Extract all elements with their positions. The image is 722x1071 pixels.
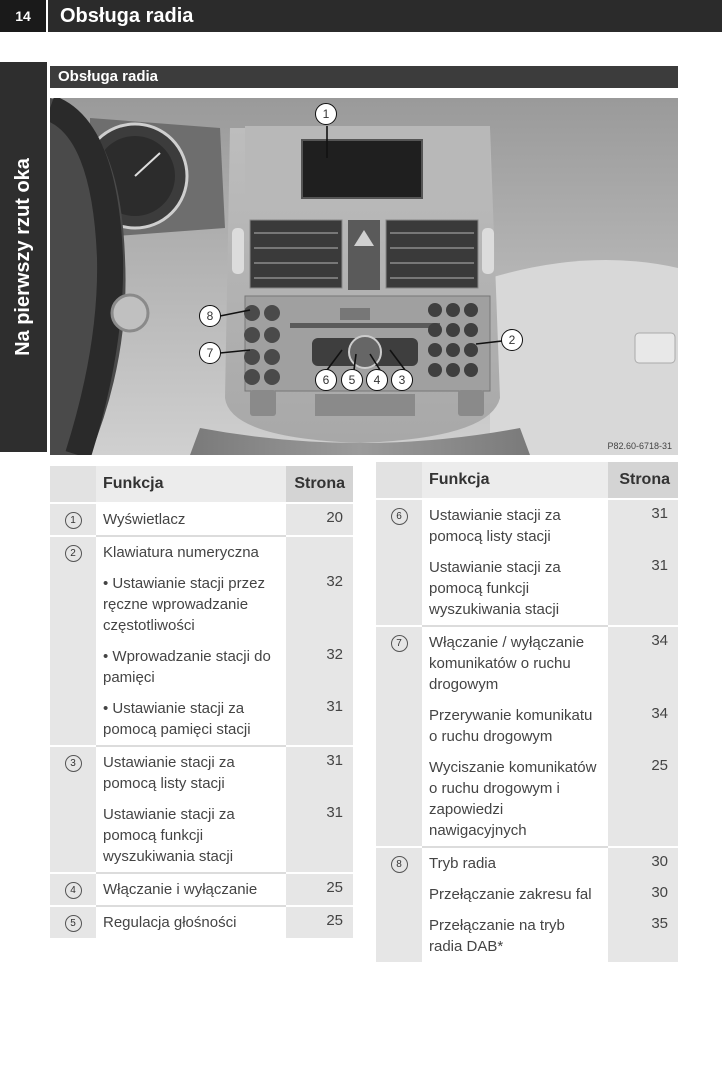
page-ref: 31 [286,746,353,799]
page-ref: 34 [608,700,678,752]
function-text: Tryb radia [422,847,608,879]
function-text: • Ustawianie stacji przez ręczne wprowadzanie częstotliwości [96,568,286,641]
function-text: Ustawianie stacji za pomocą funkcji wyszukiwania stacji [96,799,286,873]
table-row [50,906,353,938]
side-tab [0,62,47,452]
function-table-left [50,466,353,938]
table-row [50,503,353,536]
page-ref: 32 [286,641,353,693]
item-number: 8 [391,856,408,873]
page-ref: 25 [608,752,678,847]
table-header [376,462,678,499]
callout-6: 6 [315,369,337,391]
table-row [50,746,353,799]
function-text: Wyświetlacz [96,503,286,536]
page-ref: 30 [608,879,678,910]
section-title: Obsługa radia [58,68,159,85]
function-text: Przełączanie na tryb radia DAB* [422,910,608,962]
side-tab-label: Na pierwszy rzut oka [12,158,34,356]
table-header [50,466,353,503]
page-ref: 32 [286,568,353,641]
item-number: 3 [65,755,82,772]
function-text: • Ustawianie stacji za pomocą pamięci stacji [96,693,286,746]
page-ref: 25 [286,873,353,906]
table-row [376,552,678,626]
page-ref: 20 [286,503,353,536]
item-number: 5 [65,915,82,932]
table-row [376,752,678,847]
header-page: Strona [286,466,353,503]
item-number: 2 [65,545,82,562]
page-ref: 30 [608,847,678,879]
function-text: • Wprowadzanie stacji do pamięci [96,641,286,693]
page-ref: 31 [608,552,678,626]
photo-reference: P82.60-6718-31 [607,441,672,451]
function-text: Regulacja głośności [96,906,286,938]
function-text: Wyciszanie komunikatów o ruchu drogowym i zapowiedzi nawigacyjnych [422,752,608,847]
function-text: Klawiatura numeryczna [96,536,286,568]
item-number: 6 [391,508,408,525]
table-row [376,910,678,962]
callout-5: 5 [341,369,363,391]
function-text: Włączanie / wyłączanie komunikatów o ruchu drogowym [422,626,608,700]
callout-8: 8 [199,305,221,327]
item-number: 7 [391,635,408,652]
header-function: Funkcja [96,466,286,503]
page-ref: 35 [608,910,678,962]
dashboard-photo [50,98,678,455]
page-header [0,0,722,32]
page-number: 14 [0,0,46,32]
table-row [50,568,353,641]
item-number: 4 [65,882,82,899]
function-table-right [376,462,678,962]
header-function: Funkcja [422,462,608,499]
table-row [50,641,353,693]
function-text: Ustawianie stacji za pomocą listy stacji [422,499,608,552]
dashboard-illustration [50,98,678,455]
table-row [50,873,353,906]
function-text: Ustawianie stacji za pomocą listy stacji [96,746,286,799]
callout-3: 3 [391,369,413,391]
function-text: Przerywanie komunikatu o ruchu drogowym [422,700,608,752]
page-ref: 31 [608,499,678,552]
callout-7: 7 [199,342,221,364]
chapter-title: Obsługa radia [60,5,194,27]
page-ref [286,536,353,568]
function-text: Ustawianie stacji za pomocą funkcji wyszukiwania stacji [422,552,608,626]
table-row [376,700,678,752]
table-row [50,536,353,568]
table-row [50,799,353,873]
callout-1: 1 [315,103,337,125]
function-text: Włączanie i wyłączanie [96,873,286,906]
page-ref: 34 [608,626,678,700]
table-row [376,847,678,879]
callout-2: 2 [501,329,523,351]
header-page: Strona [608,462,678,499]
section-bar [50,66,678,88]
table-row [50,693,353,746]
callout-4: 4 [366,369,388,391]
item-number: 1 [65,512,82,529]
table-row [376,499,678,552]
page-ref: 31 [286,799,353,873]
table-row [376,879,678,910]
table-row [376,626,678,700]
function-text: Przełączanie zakresu fal [422,879,608,910]
page-ref: 25 [286,906,353,938]
page-ref: 31 [286,693,353,746]
header-separator [46,0,48,32]
